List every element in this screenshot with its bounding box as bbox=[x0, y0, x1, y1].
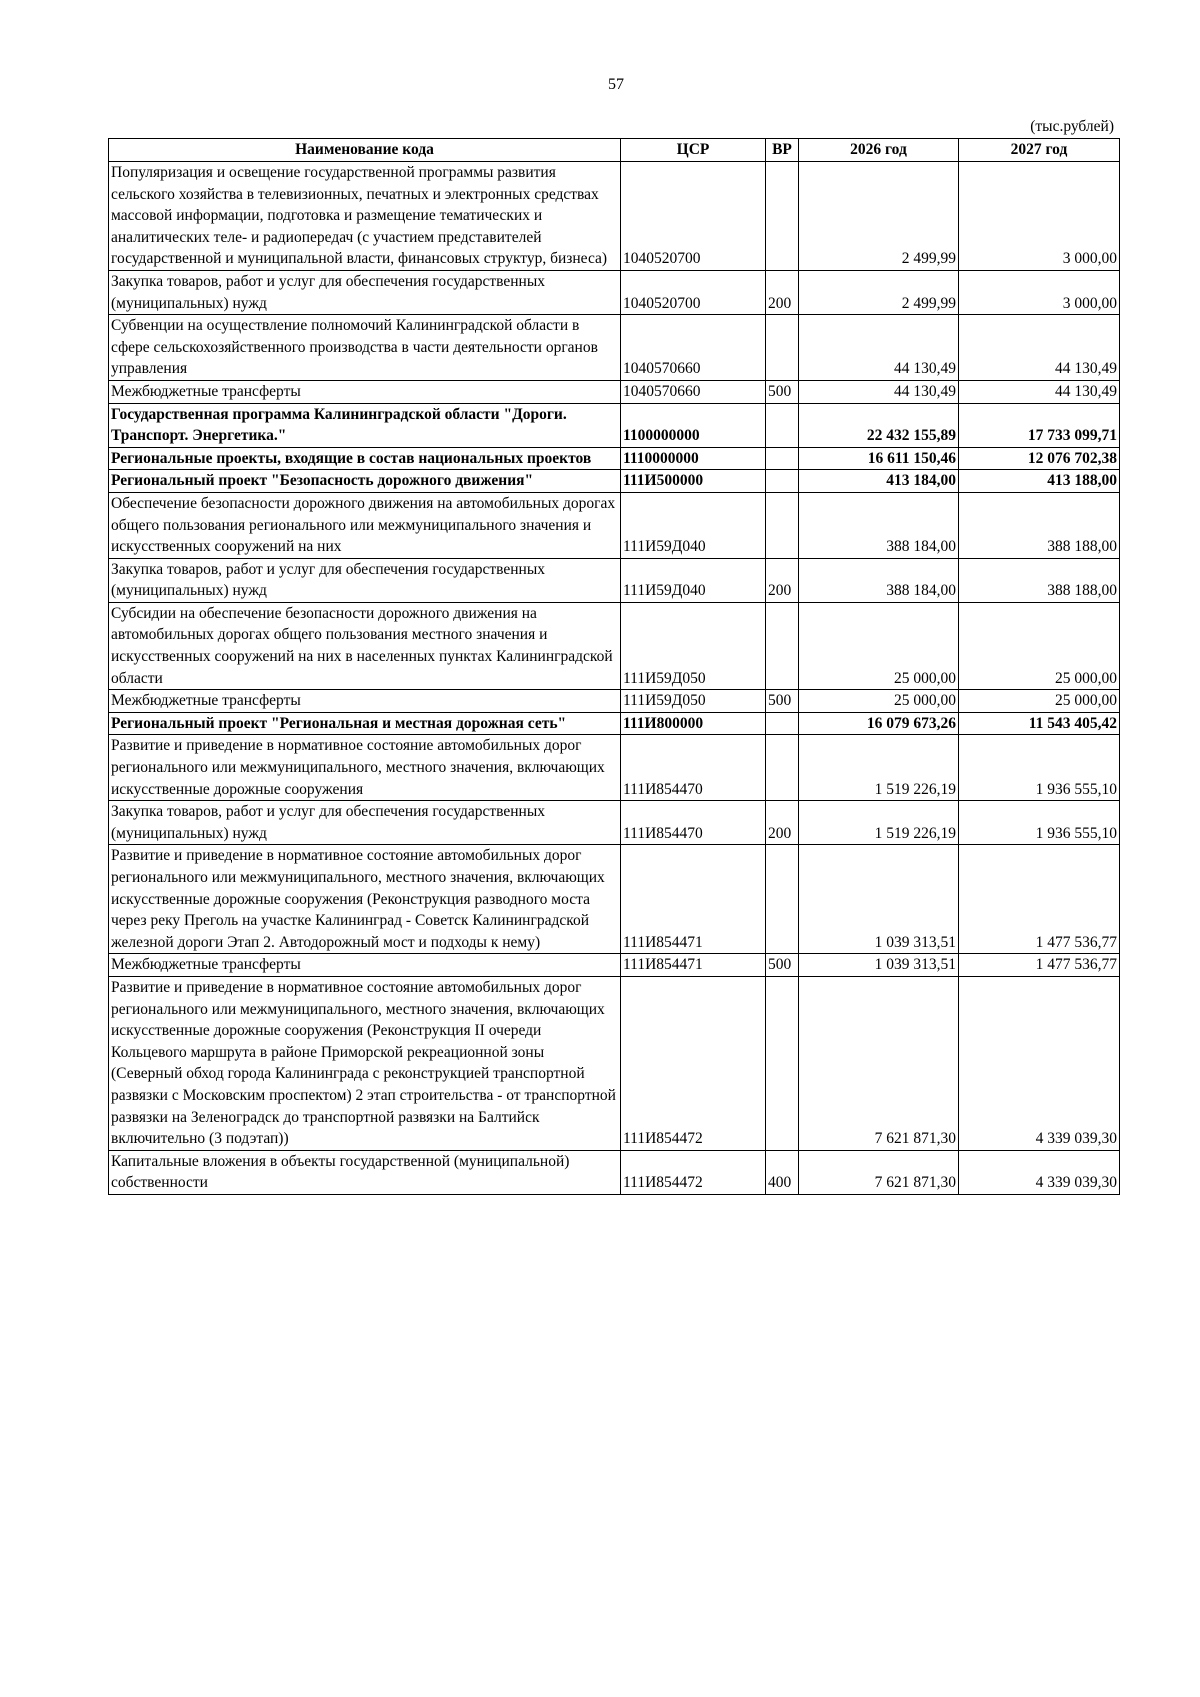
cell-2026: 22 432 155,89 bbox=[799, 403, 959, 447]
cell-2027: 413 188,00 bbox=[959, 470, 1120, 493]
cell-2026: 388 184,00 bbox=[799, 492, 959, 558]
header-csr: ЦСР bbox=[621, 139, 766, 162]
cell-2027: 3 000,00 bbox=[959, 162, 1120, 271]
cell-csr: 111И854472 bbox=[621, 976, 766, 1150]
table-row bbox=[109, 447, 1120, 470]
cell-2026: 2 499,99 bbox=[799, 270, 959, 314]
cell-name: Межбюджетные трансферты bbox=[109, 690, 621, 713]
cell-2026: 44 130,49 bbox=[799, 315, 959, 381]
cell-2027: 1 936 555,10 bbox=[959, 801, 1120, 845]
cell-name: Закупка товаров, работ и услуг для обеспечения государственных (муниципальных) нужд bbox=[109, 558, 621, 602]
table-row bbox=[109, 558, 1120, 602]
table-row bbox=[109, 735, 1120, 801]
header-2026: 2026 год bbox=[799, 139, 959, 162]
cell-name: Межбюджетные трансферты bbox=[109, 380, 621, 403]
cell-csr: 111И854470 bbox=[621, 801, 766, 845]
cell-csr: 1040520700 bbox=[621, 270, 766, 314]
cell-csr: 111И854471 bbox=[621, 954, 766, 977]
table-row bbox=[109, 712, 1120, 735]
cell-name: Капитальные вложения в объекты государственной (муниципальной) собственности bbox=[109, 1150, 621, 1194]
cell-2027: 17 733 099,71 bbox=[959, 403, 1120, 447]
cell-2026: 16 079 673,26 bbox=[799, 712, 959, 735]
cell-csr: 1110000000 bbox=[621, 447, 766, 470]
cell-2027: 44 130,49 bbox=[959, 380, 1120, 403]
cell-vr bbox=[766, 845, 799, 954]
cell-vr bbox=[766, 976, 799, 1150]
cell-2026: 44 130,49 bbox=[799, 380, 959, 403]
cell-2027: 25 000,00 bbox=[959, 690, 1120, 713]
cell-csr: 1040570660 bbox=[621, 315, 766, 381]
table-row bbox=[109, 845, 1120, 954]
cell-2026: 413 184,00 bbox=[799, 470, 959, 493]
cell-name: Развитие и приведение в нормативное состояние автомобильных дорог регионального или межмуниципального, местного значения, включающих искусственные дорожные сооружения (Реконструкция II очереди Кольцевого маршрута в районе Приморской рекреационной зоны (Северный обход города Калининграда с реконструкцией транспортной развязки с Московским проспектом) 2 этап строительства - от транспортной развязки на Зеленоградск до транспортной развязки на Балтийск включительно (3 подэтап)) bbox=[109, 976, 621, 1150]
cell-2027: 3 000,00 bbox=[959, 270, 1120, 314]
cell-vr: 500 bbox=[766, 954, 799, 977]
cell-vr: 400 bbox=[766, 1150, 799, 1194]
cell-csr: 1040520700 bbox=[621, 162, 766, 271]
cell-2026: 2 499,99 bbox=[799, 162, 959, 271]
cell-2027: 388 188,00 bbox=[959, 558, 1120, 602]
cell-vr bbox=[766, 315, 799, 381]
cell-2026: 1 519 226,19 bbox=[799, 735, 959, 801]
table-row bbox=[109, 270, 1120, 314]
cell-2027: 11 543 405,42 bbox=[959, 712, 1120, 735]
cell-2026: 1 039 313,51 bbox=[799, 954, 959, 977]
table-row bbox=[109, 690, 1120, 713]
cell-vr: 500 bbox=[766, 380, 799, 403]
cell-csr: 111И59Д050 bbox=[621, 690, 766, 713]
page-number: 57 bbox=[608, 76, 624, 93]
cell-name: Региональный проект "Региональная и местная дорожная сеть" bbox=[109, 712, 621, 735]
cell-name: Развитие и приведение в нормативное состояние автомобильных дорог регионального или межмуниципального, местного значения, включающих искусственные дорожные сооружения (Реконструкция разводного моста через реку Преголь на участке Калининград - Советск Калининградской железной дороги Этап 2. Автодорожный мост и подходы к нему) bbox=[109, 845, 621, 954]
cell-vr: 500 bbox=[766, 690, 799, 713]
cell-vr bbox=[766, 602, 799, 689]
table-row bbox=[109, 403, 1120, 447]
cell-name: Закупка товаров, работ и услуг для обеспечения государственных (муниципальных) нужд bbox=[109, 801, 621, 845]
table-row bbox=[109, 470, 1120, 493]
cell-vr bbox=[766, 492, 799, 558]
cell-csr: 111И854471 bbox=[621, 845, 766, 954]
cell-2027: 388 188,00 bbox=[959, 492, 1120, 558]
cell-vr bbox=[766, 712, 799, 735]
budget-table bbox=[108, 138, 1120, 1195]
cell-2027: 4 339 039,30 bbox=[959, 1150, 1120, 1194]
table-row bbox=[109, 315, 1120, 381]
cell-csr: 1040570660 bbox=[621, 380, 766, 403]
table-row bbox=[109, 492, 1120, 558]
cell-csr: 111И59Д040 bbox=[621, 558, 766, 602]
cell-vr bbox=[766, 735, 799, 801]
cell-2027: 1 936 555,10 bbox=[959, 735, 1120, 801]
cell-2027: 44 130,49 bbox=[959, 315, 1120, 381]
cell-2026: 1 039 313,51 bbox=[799, 845, 959, 954]
cell-name: Субвенции на осуществление полномочий Калининградской области в сфере сельскохозяйственного производства в части деятельности органов управления bbox=[109, 315, 621, 381]
cell-name: Популяризация и освещение государственной программы развития сельского хозяйства в телевизионных, печатных и электронных средствах массовой информации, подготовка и размещение тематических и аналитических теле- и радиопередач (с участием представителей государственной и муниципальной власти, финансовых структур, бизнеса) bbox=[109, 162, 621, 271]
header-vr: ВР bbox=[766, 139, 799, 162]
cell-name: Межбюджетные трансферты bbox=[109, 954, 621, 977]
cell-name: Обеспечение безопасности дорожного движения на автомобильных дорогах общего пользования регионального или межмуниципального значения и искусственных сооружений на них bbox=[109, 492, 621, 558]
cell-csr: 111И854470 bbox=[621, 735, 766, 801]
cell-csr: 111И59Д040 bbox=[621, 492, 766, 558]
table-row bbox=[109, 801, 1120, 845]
cell-2026: 388 184,00 bbox=[799, 558, 959, 602]
table-row bbox=[109, 1150, 1120, 1194]
table-row bbox=[109, 380, 1120, 403]
cell-name: Закупка товаров, работ и услуг для обеспечения государственных (муниципальных) нужд bbox=[109, 270, 621, 314]
cell-name: Региональный проект "Безопасность дорожного движения" bbox=[109, 470, 621, 493]
cell-2027: 1 477 536,77 bbox=[959, 954, 1120, 977]
table-row bbox=[109, 602, 1120, 689]
cell-2026: 7 621 871,30 bbox=[799, 1150, 959, 1194]
cell-2027: 12 076 702,38 bbox=[959, 447, 1120, 470]
header-name: Наименование кода bbox=[109, 139, 621, 162]
cell-2026: 25 000,00 bbox=[799, 602, 959, 689]
cell-2027: 1 477 536,77 bbox=[959, 845, 1120, 954]
table-row bbox=[109, 976, 1120, 1150]
cell-name: Развитие и приведение в нормативное состояние автомобильных дорог регионального или межмуниципального, местного значения, включающих искусственные дорожные сооружения bbox=[109, 735, 621, 801]
cell-csr: 1100000000 bbox=[621, 403, 766, 447]
table-row bbox=[109, 162, 1120, 271]
cell-csr: 111И500000 bbox=[621, 470, 766, 493]
cell-name: Региональные проекты, входящие в состав национальных проектов bbox=[109, 447, 621, 470]
cell-2026: 1 519 226,19 bbox=[799, 801, 959, 845]
cell-2026: 25 000,00 bbox=[799, 690, 959, 713]
header-2027: 2027 год bbox=[959, 139, 1120, 162]
cell-2026: 7 621 871,30 bbox=[799, 976, 959, 1150]
cell-vr bbox=[766, 447, 799, 470]
cell-vr: 200 bbox=[766, 270, 799, 314]
cell-csr: 111И854472 bbox=[621, 1150, 766, 1194]
cell-vr: 200 bbox=[766, 801, 799, 845]
cell-vr: 200 bbox=[766, 558, 799, 602]
cell-2027: 25 000,00 bbox=[959, 602, 1120, 689]
cell-name: Государственная программа Калининградской области "Дороги. Транспорт. Энергетика." bbox=[109, 403, 621, 447]
cell-vr bbox=[766, 403, 799, 447]
units-label: (тыс.рублей) bbox=[1030, 118, 1114, 135]
table-header bbox=[109, 139, 1120, 162]
header-row bbox=[109, 139, 1120, 162]
cell-vr bbox=[766, 470, 799, 493]
table-row bbox=[109, 954, 1120, 977]
cell-csr: 111И59Д050 bbox=[621, 602, 766, 689]
cell-vr bbox=[766, 162, 799, 271]
cell-2027: 4 339 039,30 bbox=[959, 976, 1120, 1150]
cell-csr: 111И800000 bbox=[621, 712, 766, 735]
table-body bbox=[109, 162, 1120, 1195]
cell-2026: 16 611 150,46 bbox=[799, 447, 959, 470]
cell-name: Субсидии на обеспечение безопасности дорожного движения на автомобильных дорогах общего пользования местного значения и искусственных сооружений на них в населенных пунктах Калининградской области bbox=[109, 602, 621, 689]
